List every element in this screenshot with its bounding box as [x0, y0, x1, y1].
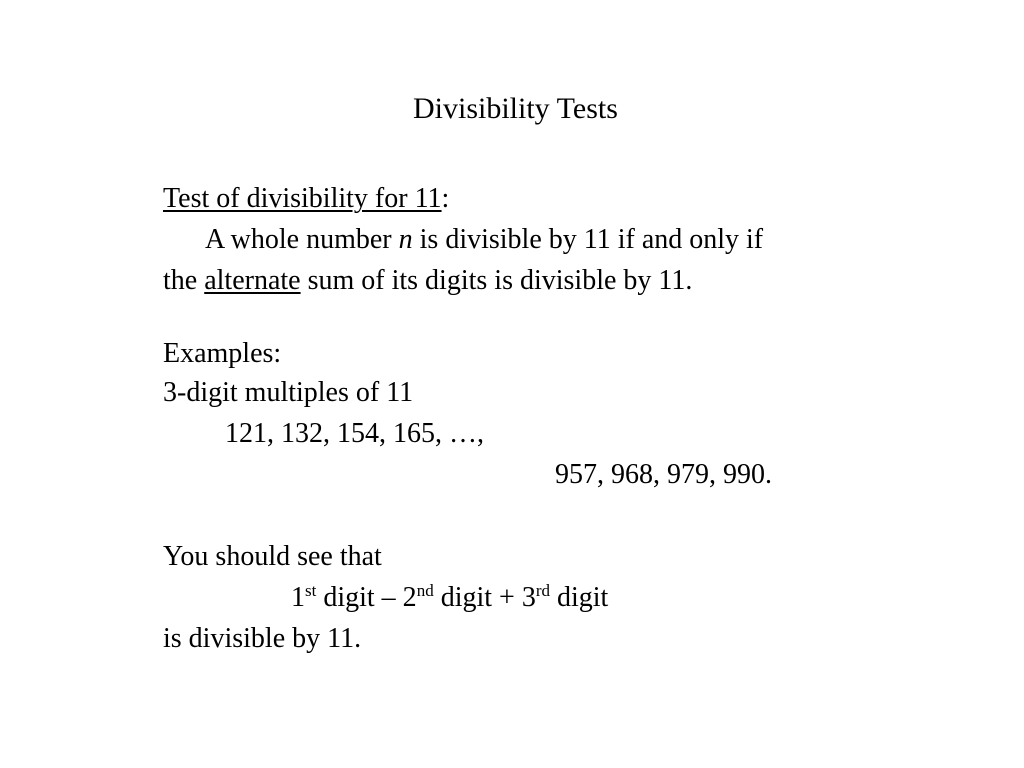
statement-line1-end: is divisible by 11 if and only if — [412, 224, 764, 255]
formula-part3: digit — [550, 582, 609, 613]
formula-sup-rd: rd — [535, 581, 550, 600]
formula-n1: 1 — [291, 582, 305, 613]
formula-part2: digit + 3 — [433, 582, 536, 613]
statement-line1-start: A whole number — [205, 224, 399, 255]
formula-sup-nd: nd — [416, 581, 434, 600]
variable-n: n — [398, 224, 413, 255]
statement-line2-end: sum of its digits is divisible by 11. — [300, 265, 693, 296]
examples-list-start: 121, 132, 154, 165, …, — [225, 418, 484, 449]
slide-title: Divisibility Tests — [413, 92, 618, 125]
formula-part1: digit – 2 — [316, 582, 417, 613]
conclusion-outro: is divisible by 11. — [163, 623, 362, 654]
statement-line2-start: the — [163, 265, 205, 296]
formula-sup-st: st — [305, 581, 317, 600]
statement-line-1 — [205, 226, 763, 254]
conclusion-intro: You should see that — [163, 541, 382, 572]
test-heading-colon: : — [441, 183, 450, 214]
alternate-word: alternate — [204, 265, 301, 296]
statement-line-2 — [163, 267, 692, 295]
digit-formula — [291, 581, 609, 613]
test-heading — [163, 185, 449, 213]
test-heading-underlined: Test of divisibility for 11 — [163, 183, 442, 214]
examples-heading: Examples: — [163, 338, 282, 369]
examples-list-end: 957, 968, 979, 990. — [555, 459, 772, 490]
examples-subheading: 3-digit multiples of 11 — [163, 377, 414, 408]
